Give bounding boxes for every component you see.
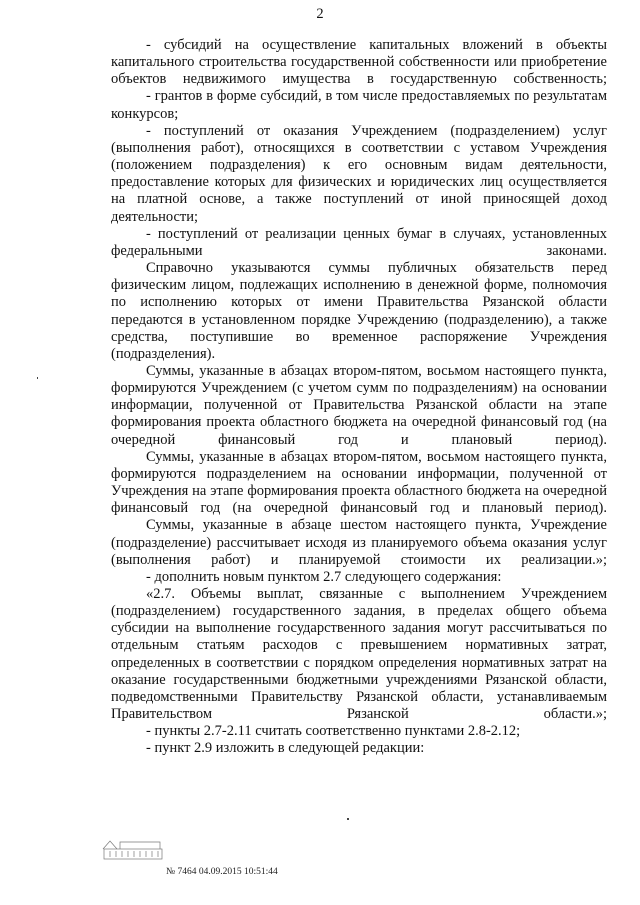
paragraph-services-income: - поступлений от оказания Учреждением (подразделением) услуг (выполнения работ), относящихся в соответствии с уставом Учреждения (положением подразделения) к его основным видам деятельности, предоставление которых для физических и юридических лиц осуществляется на платной основе, а также поступлений от иной приносящей доход деятельности; <box>111 122 607 225</box>
paragraph-securities: - поступлений от реализации ценных бумаг в случаях, установленных федеральными законами. <box>111 225 607 259</box>
document-registration-code: № 7464 04.09.2015 10:51:44 <box>166 867 278 877</box>
scan-speck <box>347 818 349 820</box>
paragraph-item-2-7: «2.7. Объемы выплат, связанные с выполнением Учреждением (подразделением) государственного задания, в пределах общего объема субсидии на выполнение государственного задания могут рассчитываться по отдельным статьям расходов с превышением нормативных затрат, определенных в соответствии с порядком определения нормативных затрат на оказание государственными бюджетными учреждениями Рязанской области, подведомственными Правительству Рязанской области, устанавливаемым Правительством Рязанской области.»; <box>111 586 607 723</box>
paragraph-amounts-institution: Суммы, указанные в абзацах втором-пятом, восьмом настоящего пункта, формируются Учреждением (с учетом сумм по подразделениям) на основании информации, полученной от Правительства Рязанской области на этапе формирования проекта областного бюджета на очередной финансовый год (на очередной финансовый год и плановый период). <box>111 362 607 448</box>
paragraph-amounts-sixth: Суммы, указанные в абзаце шестом настоящего пункта, Учреждение (подразделение) рассчитывает исходя из планируемого объема оказания услуг (выполнения работ) и планируемой стоимости их реализации.»; <box>111 517 607 568</box>
paragraph-subsidies-capital: - субсидий на осуществление капитальных вложений в объекты капитального строительства государственной собственности или приобретение объектов недвижимого имущества в государственную собственность; <box>111 37 607 88</box>
printing-house-stamp-icon <box>100 836 166 864</box>
document-body <box>111 37 607 758</box>
paragraph-renumber: - пункты 2.7-2.11 считать соответственно пунктами 2.8-2.12; <box>146 723 521 740</box>
scan-speck <box>37 377 38 379</box>
paragraph-grants: - грантов в форме субсидий, в том числе предоставляемых по результатам конкурсов; <box>111 88 607 122</box>
page-number: 2 <box>316 6 324 22</box>
paragraph-item-2-9: - пункт 2.9 изложить в следующей редакции: <box>146 740 425 757</box>
paragraph-amounts-subdivision: Суммы, указанные в абзацах втором-пятом, восьмом настоящего пункта, формируются подразделением на основании информации, полученной от Учреждения на этапе формирования проекта областного бюджета на очередной финансовый год (на очередной финансовый год и плановый период). <box>111 448 607 517</box>
paragraph-reference-obligations: Справочно указываются суммы публичных обязательств перед физическим лицом, подлежащих исполнению в денежной форме, полномочия по исполнению которых от имени Правительства Рязанской области передаются в установленном порядке Учреждению (подразделению), а также средства, поступившие во временное распоряжение Учреждения (подразделения). <box>111 260 607 362</box>
paragraph-add-2-7: - дополнить новым пунктом 2.7 следующего содержания: <box>146 568 502 585</box>
